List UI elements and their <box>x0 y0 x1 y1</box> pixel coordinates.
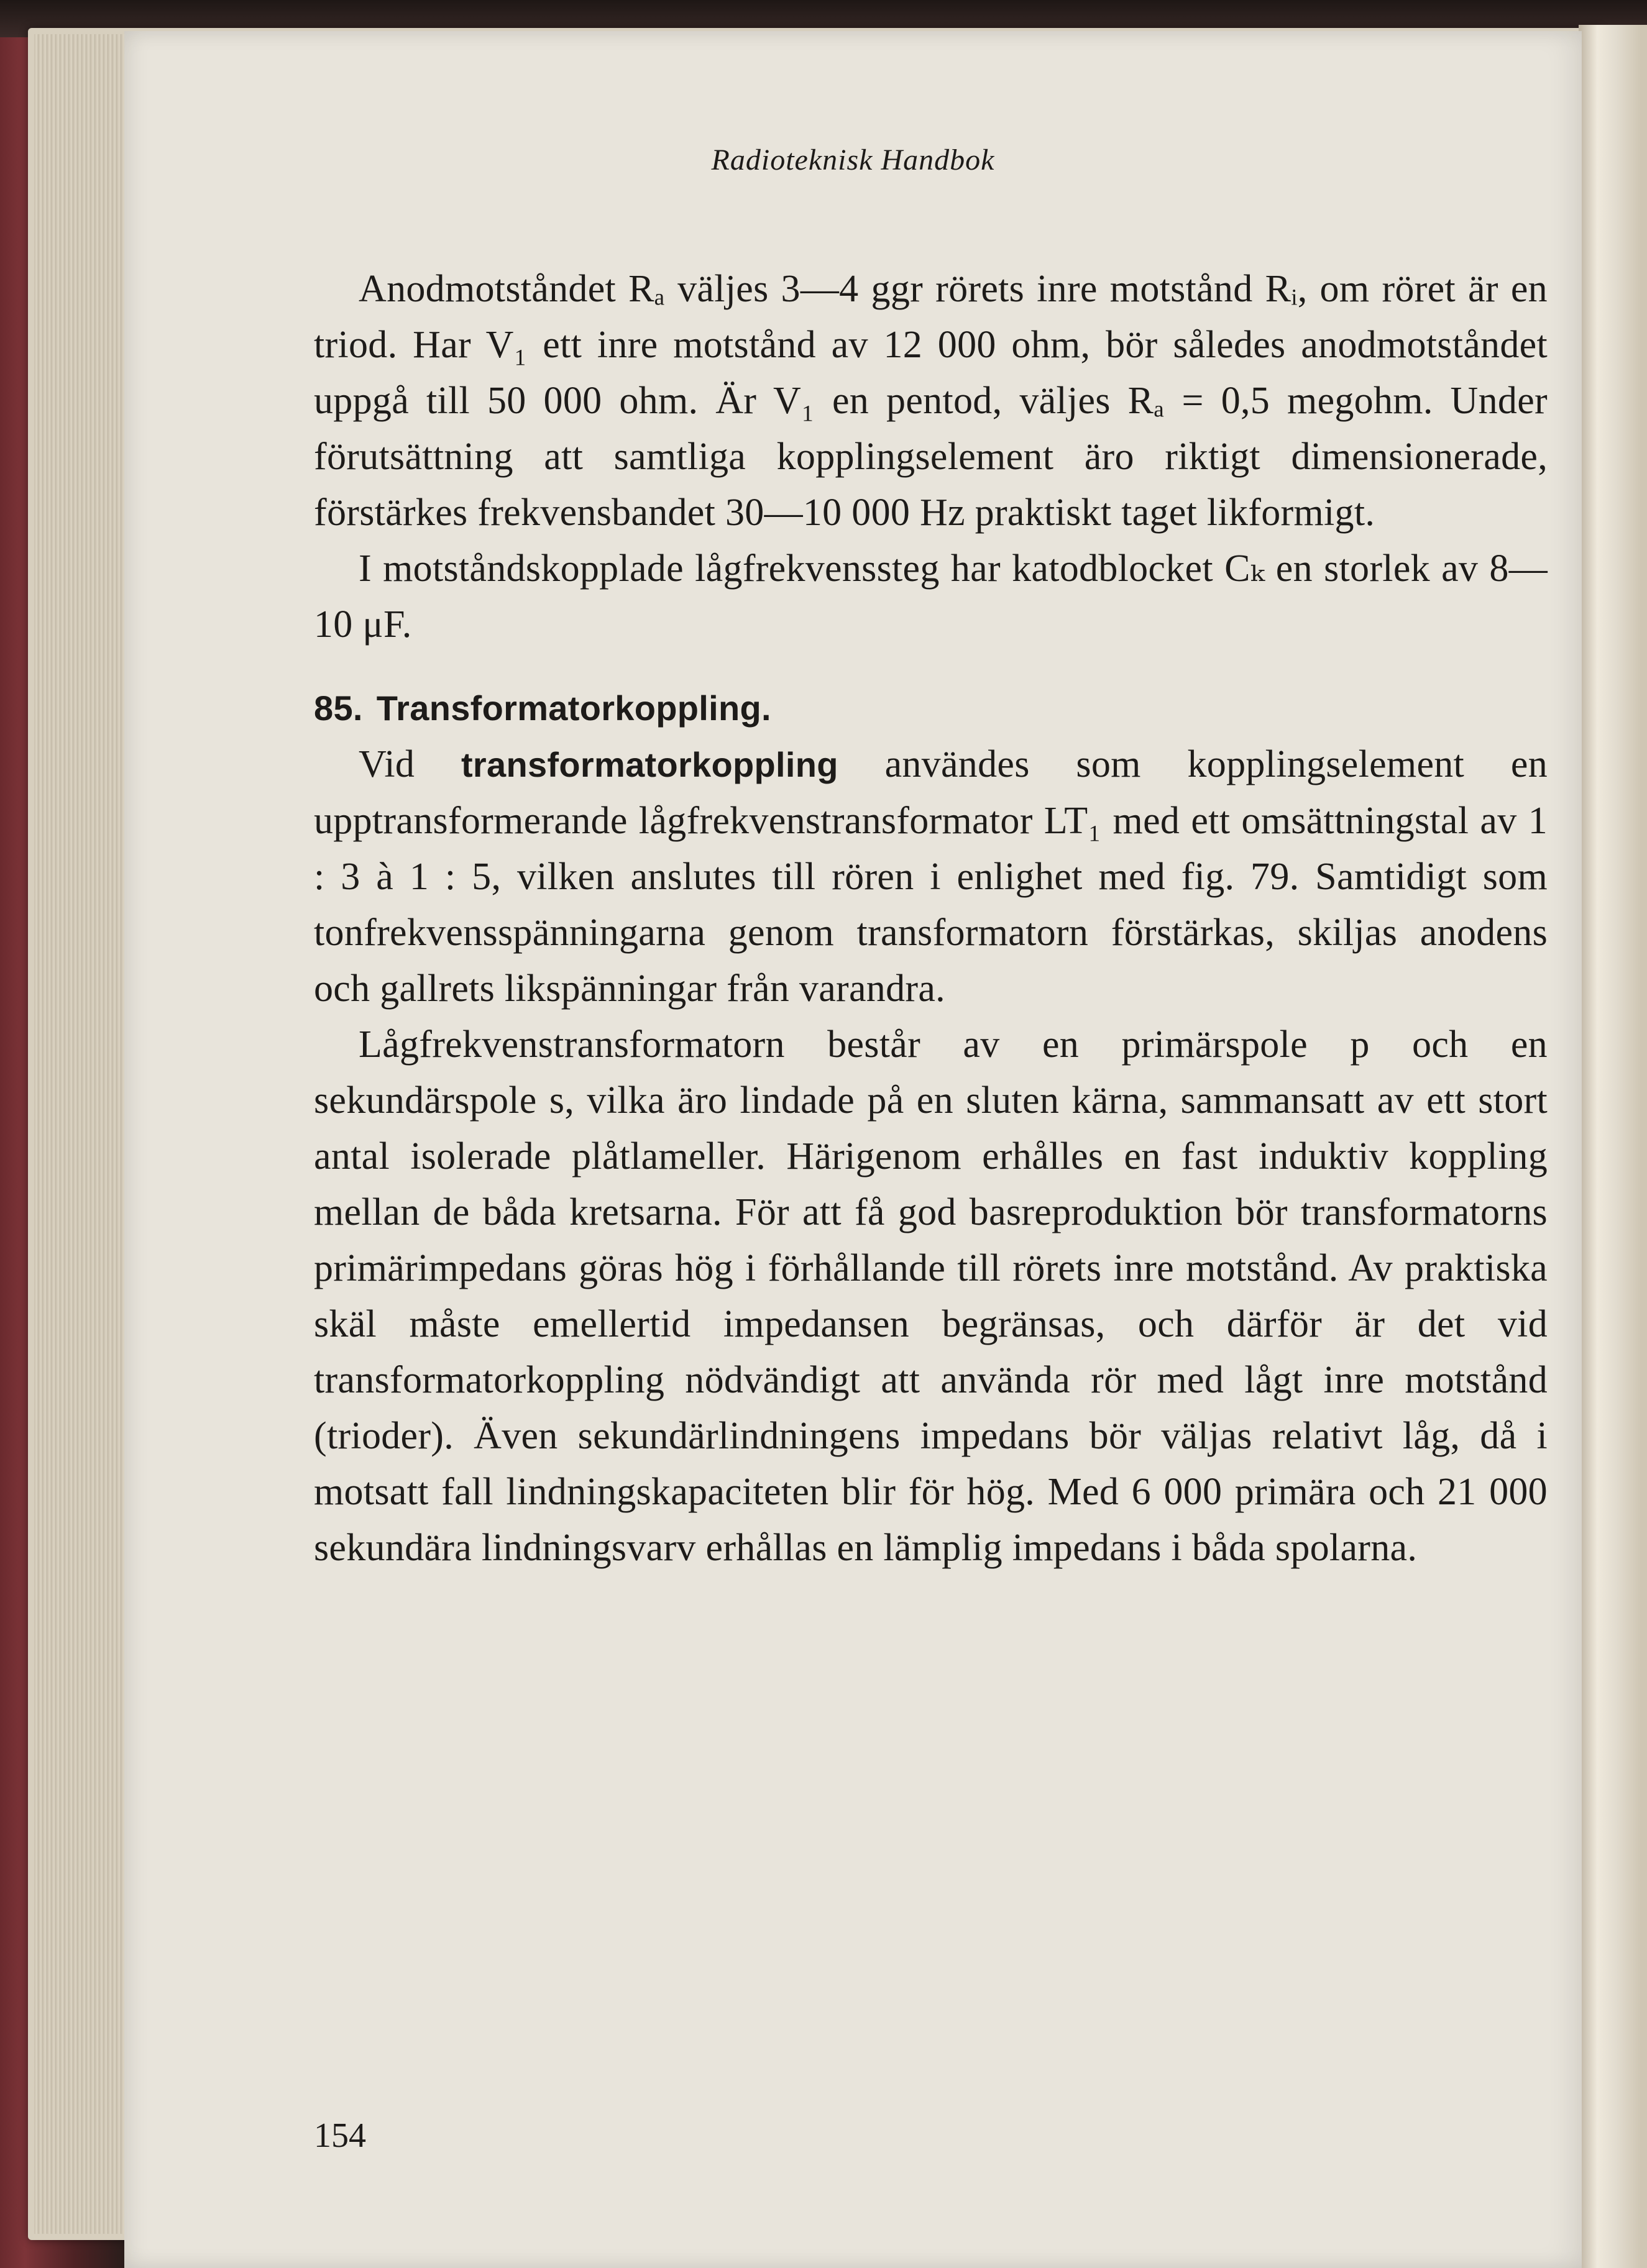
paragraph-anode-resistor: Anodmotståndet Rₐ väljes 3—4 ggr rörets inre motstånd Rᵢ, om röret är en triod. Har V₁ ett inre motstånd av 12 000 ohm, bör således anodmotståndet uppgå till 50 000 ohm. Är V₁ en pentod, väljes Rₐ = 0,5 megohm. Under förutsättning att samtliga kopplingselement äro riktigt dimensionerade, förstärkes frekvensbandet 30—10 000 Hz praktiskt taget likformigt. <box>314 268 1548 534</box>
paragraph-rest: användes som kopplingselement en upptransformerande lågfrekvenstransformator LT₁ med ett omsättningstal av 1 : 3 à 1 : 5, vilken anslutes till rören i enlighet med fig. 79. Samtidigt som tonfrekvensspänningarna genom transformatorn förstärkas, skiljas anodens och gallrets likspänningar från varandra. <box>314 743 1548 1010</box>
body-text <box>314 261 1548 1576</box>
paragraph-transformer-coupling <box>314 736 1548 1017</box>
section-title: Transformatorkoppling. <box>376 688 771 728</box>
paragraph-cathode-capacitor: I motståndskopplade lågfrekvenssteg har katodblocket Cₖ en storlek av 8—10 μF. <box>314 547 1548 646</box>
paragraph-lead: Vid <box>359 743 415 785</box>
page-number: 154 <box>314 2116 366 2155</box>
section-heading <box>314 680 1548 736</box>
running-header: Radioteknisk Handbok <box>711 144 995 176</box>
section-number: 85. <box>314 688 363 728</box>
page-edges <box>34 34 127 2234</box>
paragraph-lf-transformer: Lågfrekvenstransformatorn består av en primärspole p och en sekundärspole s, vilka äro lindade på en sluten kärna, sammansatt av ett stort antal isolerade plåtlameller. Härigenom erhålles en fast induktiv koppling mellan de båda kretsarna. För att få god basreproduktion bör transformatorns primärimpedans göras hög i förhållande till rörets inre motstånd. Av praktiska skäl måste emellertid impedansen begränsas, och därför är det vid transformatorkoppling nödvändigt att använda rör med lågt inre motstånd (trioder). Även sekundärlindningens impedans bör väljas relativt låg, då i motsatt fall lindningskapaciteten blir för hög. Med 6 000 primära och 21 000 sekundära lindningsvarv erhållas en lämplig impedans i båda spolarna. <box>314 1023 1548 1569</box>
book-page <box>124 31 1582 2268</box>
book-gutter <box>1579 25 1647 2268</box>
bold-term: transformatorkoppling <box>461 745 838 784</box>
